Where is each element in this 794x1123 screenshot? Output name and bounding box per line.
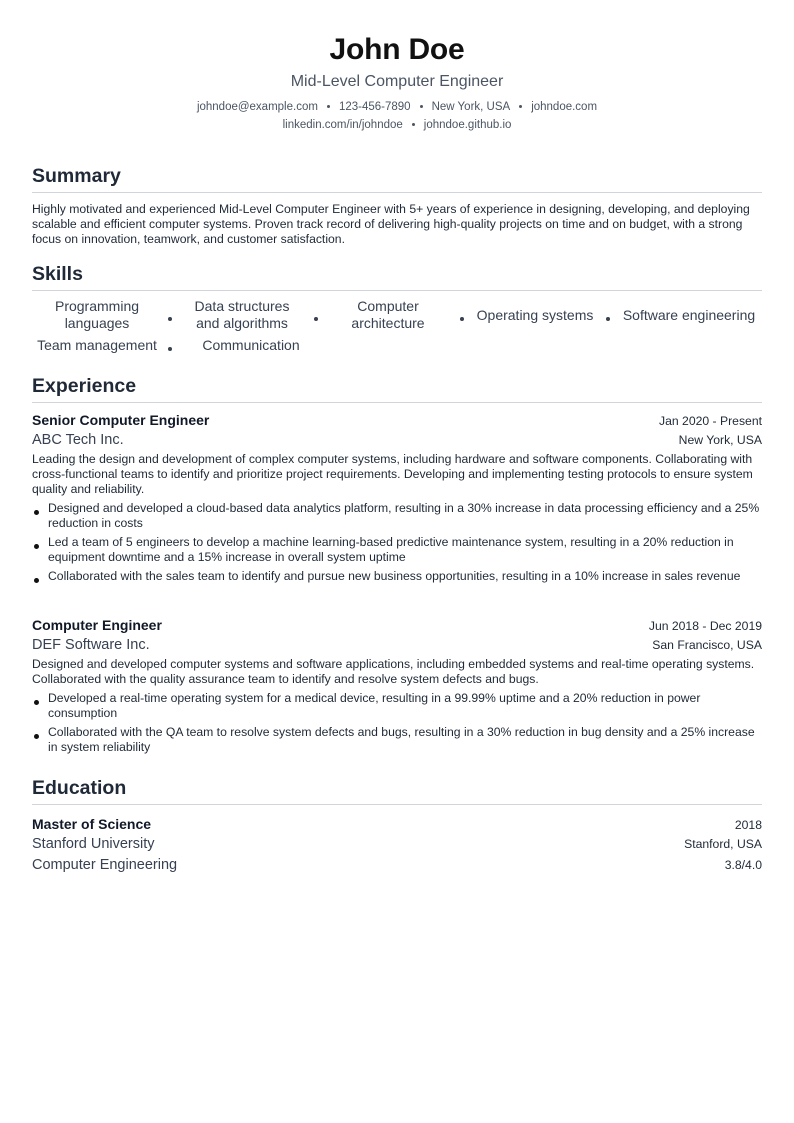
skill-item: Team management <box>37 337 157 353</box>
company-name: ABC Tech Inc. <box>32 432 124 448</box>
bullet-icon <box>34 734 39 739</box>
achievement-text: Developed a real-time operating system for a medical device, resulting in a 99.99% uptime and a 20% reduction in power consumption <box>48 691 701 720</box>
achievement-text: Collaborated with the sales team to identify and pursue new business opportunities, resulting in a 10% increase in sales revenue <box>48 569 741 583</box>
candidate-role: Mid-Level Computer Engineer <box>290 73 504 90</box>
skill-item: Data structures and algorithms <box>194 298 290 331</box>
job-entry <box>32 410 762 588</box>
skill-separator-dot <box>168 347 172 351</box>
section-title-summary: Summary <box>32 164 762 193</box>
graduation-year: 2018 <box>734 818 762 832</box>
degree-name: Master of Science <box>32 816 152 832</box>
field-of-study: Computer Engineering <box>32 857 178 873</box>
skill-separator-dot <box>168 317 172 321</box>
skills-section <box>32 262 762 353</box>
skill-separator-dot <box>460 317 464 321</box>
achievement-item <box>32 569 762 584</box>
job-description: Leading the design and development of complex computer systems, including hardware and software components. Collaborating with cross-functional teams to identify and prioritize project requirements. Developing and implementing testing protocols to ensure system quality and reliability. <box>32 452 753 496</box>
company-name: DEF Software Inc. <box>32 637 150 653</box>
gpa-value: 3.8/4.0 <box>724 858 762 872</box>
website-link[interactable]: johndoe.com <box>531 101 598 113</box>
job-title: Senior Computer Engineer <box>32 412 210 428</box>
resume-header <box>32 0 762 134</box>
resume-page <box>32 0 762 873</box>
job-location: New York, USA <box>678 433 762 447</box>
achievement-list <box>32 501 762 584</box>
job-location: San Francisco, USA <box>652 638 762 652</box>
separator-dot <box>519 105 522 108</box>
skill-item: Communication <box>202 337 300 353</box>
achievement-item <box>32 725 762 755</box>
achievement-item <box>32 535 762 565</box>
achievement-list <box>32 691 762 755</box>
job-entry <box>32 615 762 759</box>
achievement-item <box>32 501 762 531</box>
summary-text: Highly motivated and experienced Mid-Level Computer Engineer with 5+ years of experience in designing, developing, and deploying scalable and efficient computer systems. Proven track record of delivering high-quality projects on time and on budget, with a strong focus on innovation, teamwork, and customer satisfaction. <box>32 202 750 246</box>
github-link[interactable]: johndoe.github.io <box>423 119 512 131</box>
job-dates: Jan 2020 - Present <box>659 414 762 428</box>
contact-line-1 <box>32 98 762 116</box>
separator-dot <box>420 105 423 108</box>
section-title-education: Education <box>32 776 762 805</box>
school-name: Stanford University <box>32 836 155 852</box>
separator-dot <box>327 105 330 108</box>
education-section <box>32 776 762 876</box>
education-entry <box>32 814 762 876</box>
achievement-text: Designed and developed a cloud-based data analytics platform, resulting in a 30% increase in data processing efficiency and a 25% reduction in costs <box>48 501 760 530</box>
phone-number[interactable]: 123-456-7890 <box>338 101 411 113</box>
achievement-text: Led a team of 5 engineers to develop a machine learning-based predictive maintenance system, resulting in a 20% reduction in equipment downtime and a 15% increase in overall system uptime <box>48 535 734 564</box>
email-link[interactable]: johndoe@example.com <box>196 101 318 113</box>
summary-section <box>32 164 762 247</box>
skill-item: Programming languages <box>54 298 140 331</box>
job-title: Computer Engineer <box>32 617 162 633</box>
job-dates: Jun 2018 - Dec 2019 <box>648 619 762 633</box>
skill-separator-dot <box>606 317 610 321</box>
separator-dot <box>412 123 415 126</box>
contact-line-2 <box>32 116 762 134</box>
section-title-experience: Experience <box>32 374 762 403</box>
linkedin-link[interactable]: linkedin.com/in/johndoe <box>282 119 403 131</box>
skill-item: Software engineering <box>622 307 756 323</box>
bullet-icon <box>34 544 39 549</box>
job-description: Designed and developed computer systems and software applications, including embedded systems and real-time operating systems. Collaborated with the quality assurance team to identify and resolve system defects and bugs. <box>32 657 755 686</box>
bullet-icon <box>34 578 39 583</box>
experience-section <box>32 374 762 754</box>
school-location: Stanford, USA <box>684 837 762 851</box>
skill-item: Computer architecture <box>351 298 425 331</box>
candidate-name: John Doe <box>329 33 465 66</box>
bullet-icon <box>34 510 39 515</box>
location-text: New York, USA <box>431 101 511 113</box>
bullet-icon <box>34 700 39 705</box>
section-title-skills: Skills <box>32 262 762 291</box>
achievement-item <box>32 691 762 721</box>
achievement-text: Collaborated with the QA team to resolve system defects and bugs, resulting in a 30% reduction in bug density and a 25% increase in system reliability <box>48 725 755 754</box>
skill-separator-dot <box>314 317 318 321</box>
skill-item: Operating systems <box>476 307 594 323</box>
